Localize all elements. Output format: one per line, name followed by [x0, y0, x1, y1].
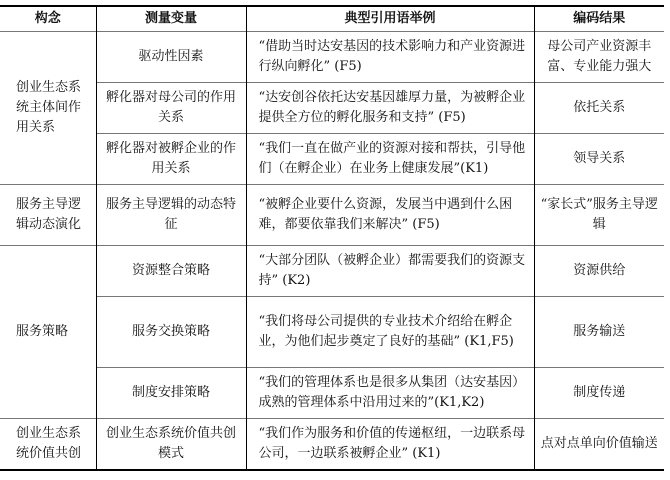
- construct-cell: 服务主导逻辑动态演化: [0, 185, 96, 246]
- quote-cell: “被孵企业要什么资源，发展当中遇到什么困难，都要依靠我们来解决” (F5): [246, 185, 534, 246]
- code-cell: 服务输送: [534, 297, 664, 368]
- construct-cell: 创业生态系统主体间作用关系: [0, 32, 96, 185]
- construct-cell: 创业生态系统价值共创: [0, 419, 96, 471]
- table-row: [0, 368, 664, 419]
- table-row: [0, 32, 664, 83]
- code-cell: 母公司产业资源丰富、专业能力强大: [534, 32, 664, 83]
- quote-cell: “达安创谷依托达安基因雄厚力量，为被孵企业提供全方位的孵化服务和支持” (F5): [246, 83, 534, 134]
- variable-cell: 驱动性因素: [96, 32, 246, 83]
- coding-table: [0, 5, 664, 471]
- code-cell: 点对点单向价值输送: [534, 419, 664, 471]
- table-row: [0, 83, 664, 134]
- header-quote: 典型引用语举例: [246, 6, 534, 32]
- header-code: 编码结果: [534, 6, 664, 32]
- variable-cell: 服务交换策略: [96, 297, 246, 368]
- table-row: [0, 246, 664, 297]
- quote-cell: “我们作为服务和价值的传递枢纽，一边联系母公司，一边联系被孵企业” (K1): [246, 419, 534, 471]
- table-row: [0, 297, 664, 368]
- code-cell: 资源供给: [534, 246, 664, 297]
- code-cell: 制度传递: [534, 368, 664, 419]
- variable-cell: 孵化器对被孵企业的作用关系: [96, 134, 246, 185]
- quote-cell: “我们的管理体系也是很多从集团（达安基因）成熟的管理体系中沿用过来的”(K1,K2): [246, 368, 534, 419]
- quote-cell: “我们将母公司提供的专业技术介绍给在孵企业，为他们起步奠定了良好的基础” (K1,F5): [246, 297, 534, 368]
- header-variable: 测量变量: [96, 6, 246, 32]
- variable-cell: 资源整合策略: [96, 246, 246, 297]
- quote-cell: “大部分团队（被孵企业）都需要我们的资源支持” (K2): [246, 246, 534, 297]
- table-header-row: [0, 6, 664, 32]
- quote-cell: “借助当时达安基因的技术影响力和产业资源进行纵向孵化” (F5): [246, 32, 534, 83]
- table-row: [0, 419, 664, 471]
- variable-cell: 制度安排策略: [96, 368, 246, 419]
- variable-cell: 孵化器对母公司的作用关系: [96, 83, 246, 134]
- header-construct: 构念: [34, 11, 61, 26]
- construct-cell: 服务策略: [0, 246, 96, 419]
- variable-cell: 服务主导逻辑的动态特征: [96, 185, 246, 246]
- code-cell: “家长式”服务主导逻辑: [534, 185, 664, 246]
- variable-cell: 创业生态系统价值共创模式: [96, 419, 246, 471]
- table-row: [0, 134, 664, 185]
- quote-cell: “我们一直在做产业的资源对接和帮扶，引导他们（在孵企业）在业务上健康发展”(K1): [246, 134, 534, 185]
- table-row: [0, 185, 664, 246]
- code-cell: 依托关系: [534, 83, 664, 134]
- code-cell: 领导关系: [534, 134, 664, 185]
